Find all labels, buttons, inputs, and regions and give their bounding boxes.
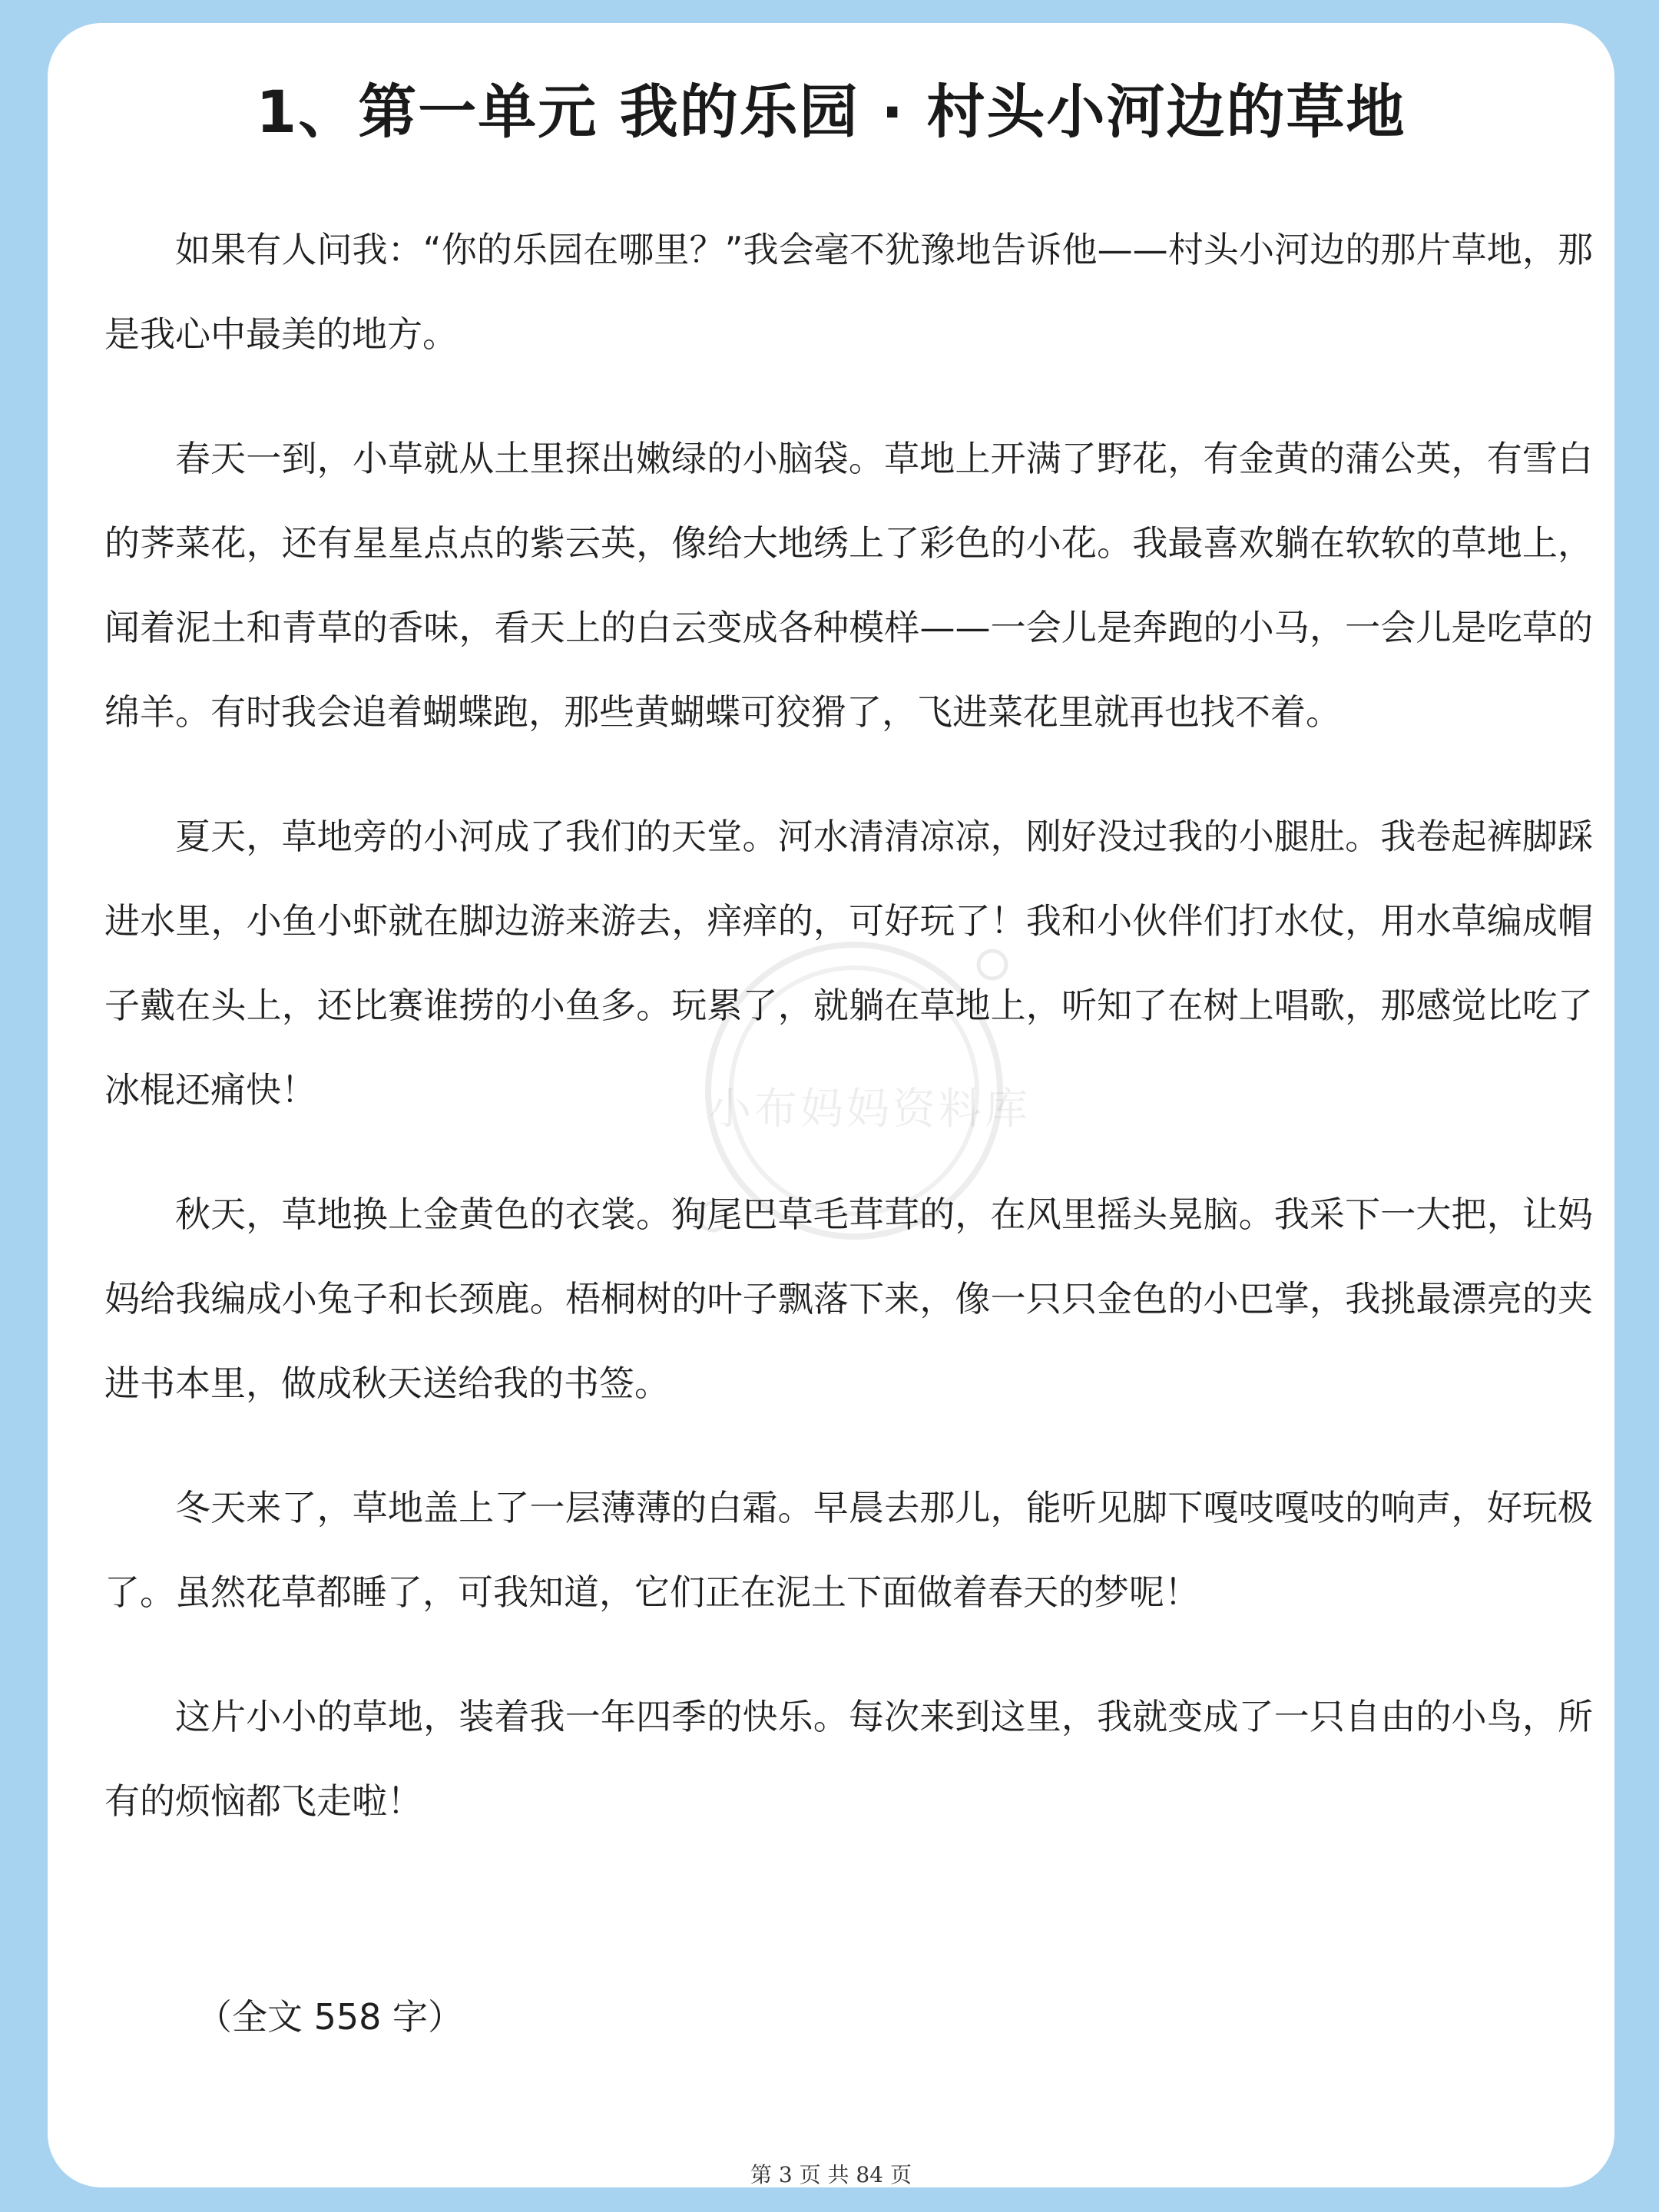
article-body <box>104 207 1593 1883</box>
word-count: （全文 558 字） <box>197 1996 464 2038</box>
paragraph-summer: 夏天，草地旁的小河成了我们的天堂。河水清清凉凉，刚好没过我的小腿肚。我卷起裤脚踩进水里，小鱼小虾就在脚边游来游去，痒痒的，可好玩了！我和小伙伴们打水仗，用水草编成帽子戴在头上，还比赛谁捞的小鱼多。玩累了，就躺在草地上，听知了在树上唱歌，那感觉比吃了冰棍还痛快！ <box>104 816 1593 1111</box>
paragraph-winter: 冬天来了，草地盖上了一层薄薄的白霜。早晨去那儿，能听见脚下嘎吱嘎吱的响声，好玩极了。虽然花草都睡了，可我知道，它们正在泥土下面做着春天的梦呢！ <box>104 1487 1593 1613</box>
page-title: 1、第一单元 我的乐园 · 村头小河边的草地 <box>256 78 1406 146</box>
paragraph-spring: 春天一到，小草就从土里探出嫩绿的小脑袋。草地上开满了野花，有金黄的蒲公英，有雪白的荠菜花，还有星星点点的紫云英，像给大地绣上了彩色的小花。我最喜欢躺在软软的草地上，闻着泥土和青草的香味，看天上的白云变成各种模样——一会儿是奔跑的小马，一会儿是吃草的绵羊。有时我会追着蝴蝶跑，那些黄蝴蝶可狡猾了，飞进菜花里就再也找不着。 <box>104 438 1593 733</box>
paragraph-intro: 如果有人问我：“你的乐园在哪里？”我会毫不犹豫地告诉他——村头小河边的那片草地，那是我心中最美的地方。 <box>104 229 1593 355</box>
document-page <box>48 23 1614 2187</box>
page-footer: 第 3 页 共 84 页 <box>750 2162 912 2187</box>
paragraph-autumn: 秋天，草地换上金黄色的衣裳。狗尾巴草毛茸茸的，在风里摇头晃脑。我采下一大把，让妈妈给我编成小兔子和长颈鹿。梧桐树的叶子飘落下来，像一只只金色的小巴掌，我挑最漂亮的夹进书本里，做成秋天送给我的书签。 <box>104 1194 1593 1404</box>
paragraph-conclusion: 这片小小的草地，装着我一年四季的快乐。每次来到这里，我就变成了一只自由的小鸟，所有的烦恼都飞走啦！ <box>104 1696 1593 1822</box>
watermark-text: 小布妈妈资料库 <box>708 1084 1031 1134</box>
